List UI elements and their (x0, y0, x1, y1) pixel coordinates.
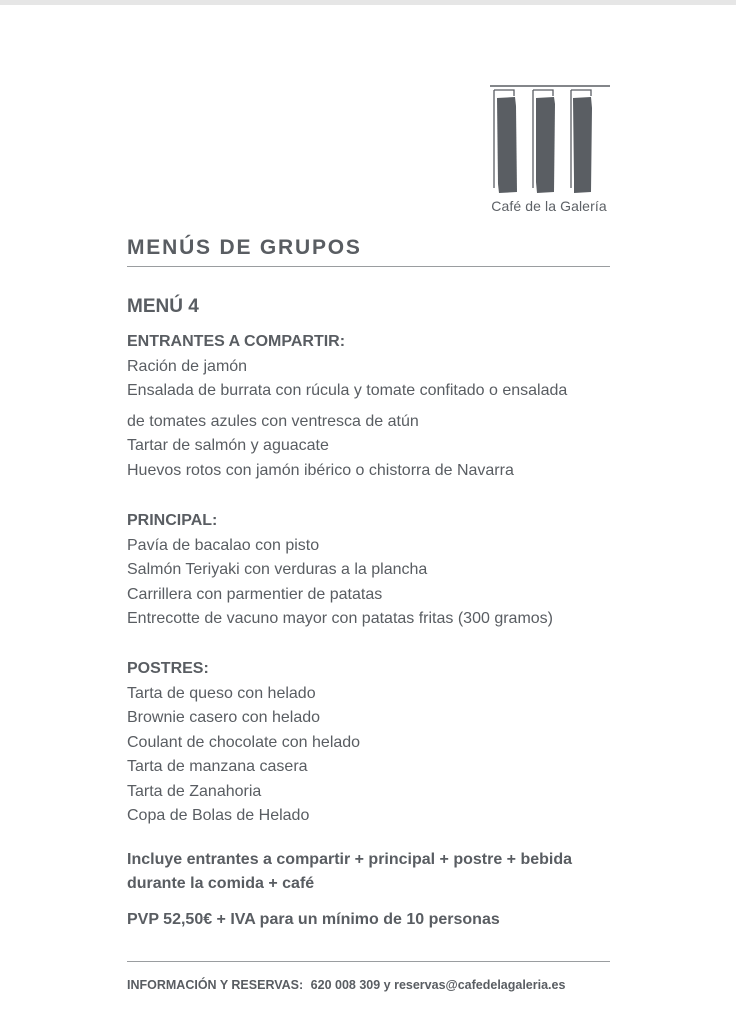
menu-item: Entrecotte de vacuno mayor con patatas fritas (300 gramos) (127, 610, 553, 627)
menu-item: Coulant de chocolate con helado (127, 734, 361, 751)
footer (127, 978, 569, 992)
menu-item: Ensalada de burrata con rúcula y tomate confitado o ensalada (127, 382, 568, 399)
logo-text: Café de la Galería (491, 198, 607, 214)
menu-item: Ración de jamón (127, 358, 248, 375)
menu-item: Huevos rotos con jamón ibérico o chistorra de Navarra (127, 462, 514, 479)
price-note: PVP 52,50€ + IVA para un mínimo de 10 personas (127, 911, 500, 928)
logo-bars-icon (484, 84, 614, 196)
includes-line-2: durante la comida + café (127, 875, 315, 892)
menu-item: Tarta de manzana casera (127, 758, 308, 775)
menu-item: Carrillera con parmentier de patatas (127, 586, 383, 603)
footer-divider (127, 961, 610, 962)
footer-label: INFORMACIÓN Y RESERVAS: (127, 978, 304, 992)
menu-item: de tomates azules con ventresca de atún (127, 413, 419, 430)
menu-item: Tarta de queso con helado (127, 685, 316, 702)
page-title: MENÚS DE GRUPOS (127, 236, 362, 259)
menu-item: Copa de Bolas de Helado (127, 807, 310, 824)
section-heading-entrantes: ENTRANTES A COMPARTIR: (127, 333, 346, 350)
logo (484, 84, 614, 220)
title-divider (127, 266, 610, 267)
includes-note (127, 848, 572, 896)
includes-line-1: Incluye entrantes a compartir + principal + postre + bebida (127, 851, 573, 868)
section-heading-postres: POSTRES: (127, 660, 209, 677)
top-edge-bar (0, 0, 736, 5)
menu-item: Salmón Teriyaki con verduras a la plancha (127, 561, 428, 578)
menu-item: Tarta de Zanahoria (127, 783, 262, 800)
menu-name: MENÚ 4 (127, 296, 199, 317)
menu-item: Brownie casero con helado (127, 709, 321, 726)
footer-contact: 620 008 309 y reservas@cafedelagaleria.es (310, 978, 566, 992)
menu-item: Pavía de bacalao con pisto (127, 537, 320, 554)
menu-item: Tartar de salmón y aguacate (127, 437, 329, 454)
section-heading-principal: PRINCIPAL: (127, 512, 218, 529)
